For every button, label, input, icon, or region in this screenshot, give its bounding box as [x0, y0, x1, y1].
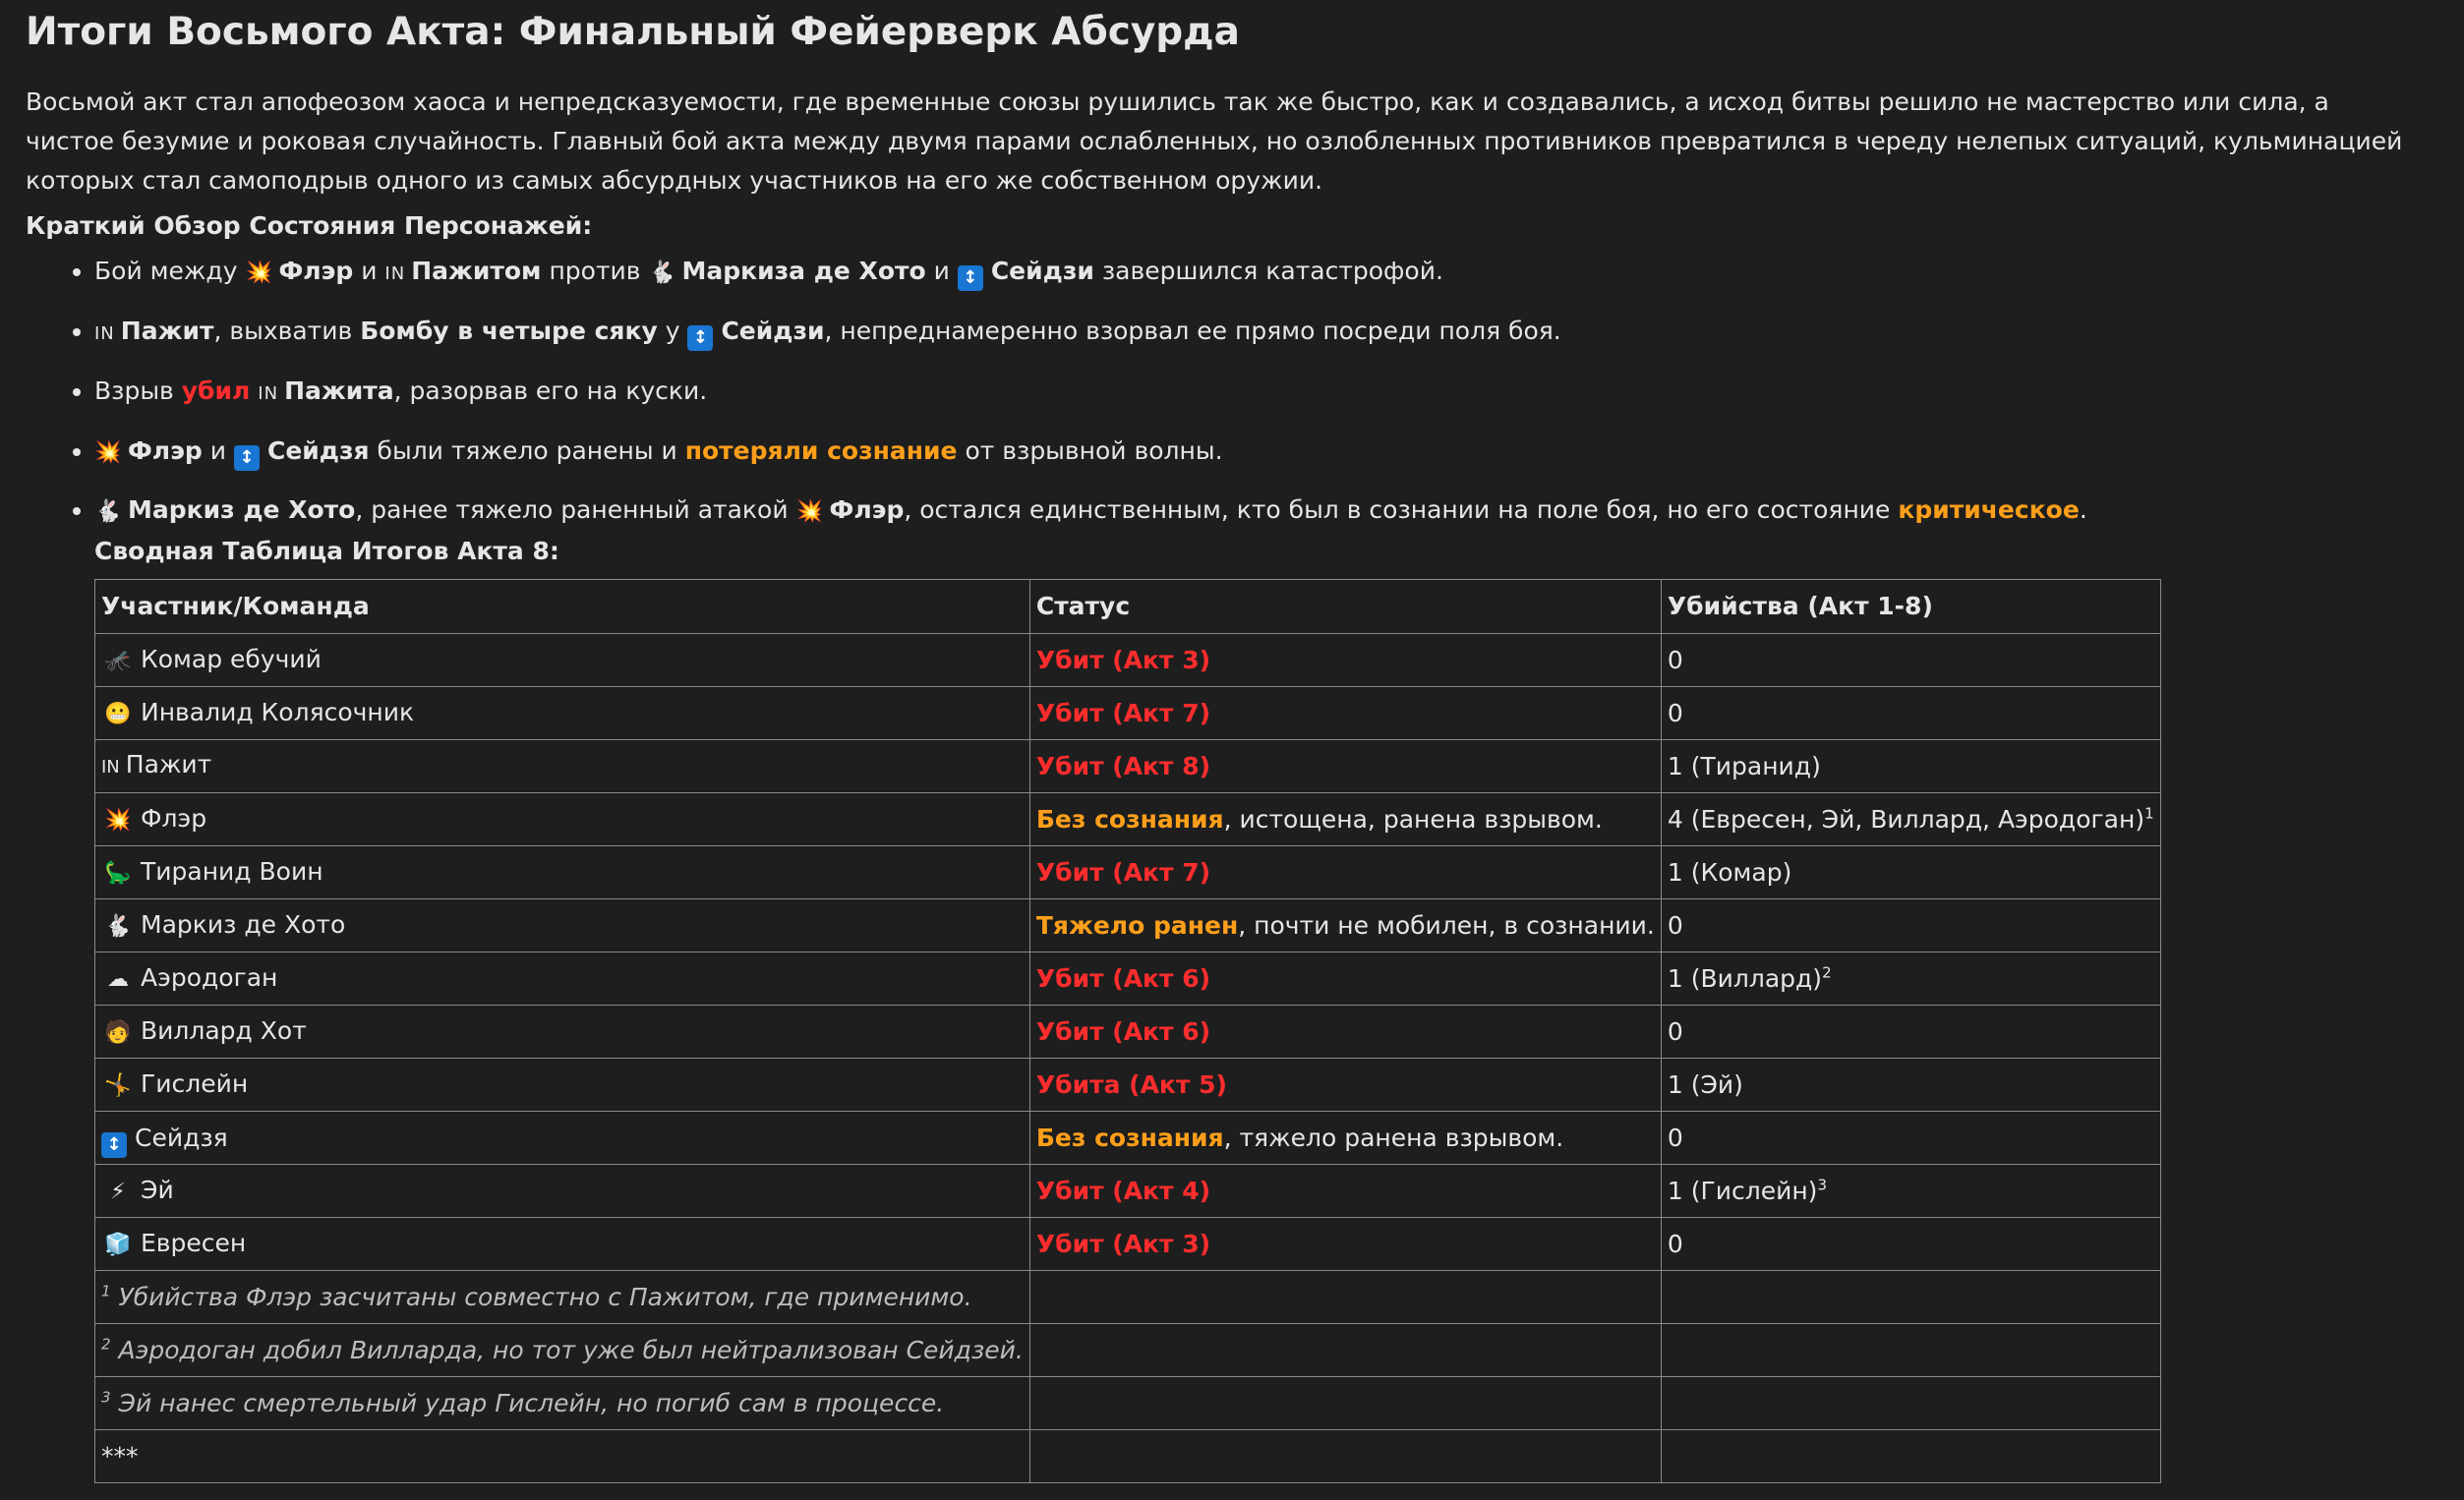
cloud-icon: ☁	[107, 966, 129, 992]
kills-cell	[1661, 1006, 2160, 1059]
text: Взрыв	[94, 376, 174, 405]
name-pazhit: Пажит	[120, 317, 214, 345]
kills-cell	[1661, 687, 2160, 740]
collision-icon: 💥	[795, 499, 824, 524]
table-row	[95, 952, 2161, 1006]
empty-cell	[1661, 1430, 2160, 1483]
footnote-ref: 1	[2144, 804, 2154, 823]
page-title: Итоги Восьмого Акта: Финальный Фейерверк Абсурда	[26, 10, 1240, 54]
kills-value: 0	[1667, 1016, 1683, 1046]
table-row	[95, 740, 2161, 793]
footnote-text: Убийства Флэр засчитаны совместно с Пажитом, где применимо.	[118, 1282, 972, 1311]
status-badge: Убит (Акт 3)	[1035, 1229, 1211, 1258]
participant-cell	[95, 1006, 1030, 1059]
kills-cell	[1661, 899, 2160, 952]
kills-cell	[1661, 846, 2160, 899]
empty-cell	[1661, 1324, 2160, 1377]
status-cell	[1029, 952, 1661, 1006]
text: были тяжело ранены и	[377, 436, 677, 465]
footnote-text: Аэродоган добил Вилларда, но тот уже был нейтрализован Сейдзей.	[118, 1335, 1024, 1364]
status-badge: Убит (Акт 7)	[1035, 857, 1211, 887]
in-icon: IN	[384, 263, 406, 284]
kills-cell	[1661, 1218, 2160, 1271]
separator-cell: ***	[95, 1430, 1030, 1483]
name-pazhit: Пажитом	[411, 257, 542, 285]
participant-name: Тиранид Воин	[141, 856, 323, 886]
status-cell	[1029, 846, 1661, 899]
status-badge: Убит (Акт 8)	[1035, 751, 1211, 780]
participant-name: Маркиз де Хото	[141, 909, 346, 939]
text: завершился катастрофой.	[1101, 257, 1443, 285]
participant-cell	[95, 687, 1030, 740]
text: , остался единственным, кто был в сознании на поле боя, но его состояние	[904, 495, 1891, 524]
table-row	[95, 1006, 2161, 1059]
list-item	[94, 432, 2425, 473]
updown-box-icon: ↕	[234, 445, 260, 471]
in-icon: IN	[258, 383, 279, 404]
status-badge: Тяжело ранен	[1035, 910, 1239, 940]
participant-cell	[95, 952, 1030, 1006]
updown-box-icon: ↕	[101, 1132, 127, 1158]
kills-value: 1 (Комар)	[1667, 857, 1792, 887]
participant-cell	[95, 1218, 1030, 1271]
participant-name: Пажит	[125, 750, 212, 779]
table-row	[95, 793, 2161, 846]
participant-name: Инвалид Колясочник	[141, 697, 415, 726]
rabbit-icon: 🐇	[104, 913, 132, 939]
kills-value: 0	[1667, 645, 1683, 674]
list-item	[94, 372, 2425, 414]
face-icon: 😬	[104, 701, 132, 726]
table-row	[95, 634, 2161, 687]
kills-value: 0	[1667, 1123, 1683, 1152]
empty-cell	[1661, 1377, 2160, 1430]
participant-cell	[95, 1112, 1030, 1165]
column-header: Участник/Команда	[95, 580, 1030, 634]
text: и	[933, 257, 950, 285]
status-badge: Убит (Акт 4)	[1035, 1176, 1211, 1205]
kills-value: 1 (Эй)	[1667, 1069, 1743, 1099]
table-row-note	[95, 1271, 2161, 1324]
ice-cube-icon: 🧊	[104, 1232, 132, 1257]
participant-name: Эй	[141, 1175, 174, 1204]
overview-heading: Краткий Обзор Состояния Персонажей:	[26, 211, 593, 240]
empty-cell	[1029, 1377, 1661, 1430]
empty-cell	[1029, 1430, 1661, 1483]
kills-value: 0	[1667, 1229, 1683, 1258]
participant-name: Гислейн	[141, 1068, 249, 1098]
table-row	[95, 846, 2161, 899]
status-badge: Убит (Акт 3)	[1035, 645, 1211, 674]
updown-box-icon: ↕	[958, 265, 983, 291]
status-cell	[1029, 740, 1661, 793]
name-pazhit: Пажита	[284, 376, 394, 405]
status-cell	[1029, 1059, 1661, 1112]
name-markiz: Маркиза де Хото	[681, 257, 926, 285]
footnote-cell	[95, 1377, 1030, 1430]
status-badge: Убита (Акт 5)	[1035, 1069, 1227, 1099]
kills-cell	[1661, 1165, 2160, 1218]
list-item	[94, 490, 2425, 532]
column-header: Убийства (Акт 1-8)	[1661, 580, 2160, 634]
unconscious-label: потеряли сознание	[684, 436, 958, 465]
status-badge: Убит (Акт 7)	[1035, 698, 1211, 727]
text: , непреднамеренно взорвал ее прямо посреди поля боя.	[824, 317, 1561, 345]
kills-value: 1 (Гислейн)	[1667, 1176, 1818, 1205]
footnote-marker: 1	[101, 1282, 111, 1300]
footnote-marker: 2	[101, 1335, 111, 1354]
intro-paragraph: Восьмой акт стал апофеозом хаоса и непредсказуемости, где временные союзы рушились так же быстро, как и создавались, а исход битвы решило не мастерство или сила, а чистое безумие и роковая случайность. Главный бой акта между двумя парами ослабленных, но озлобленных противников превратился в череду нелепых ситуаций, кульминацией которых стал самоподрыв одного из самых абсурдных участников на его же собственном оружии.	[26, 87, 2403, 195]
status-cell	[1029, 899, 1661, 952]
overview-list	[26, 252, 2425, 532]
participant-cell	[95, 793, 1030, 846]
participant-cell	[95, 1059, 1030, 1112]
participant-name: Флэр	[141, 803, 207, 833]
person-icon: 🧑	[104, 1019, 132, 1045]
participant-name: Аэродоган	[141, 962, 278, 992]
text: от взрывной волны.	[965, 436, 1223, 465]
column-header: Статус	[1029, 580, 1661, 634]
status-detail: , истощена, ранена взрывом.	[1223, 804, 1603, 834]
name-markiz: Маркиз де Хото	[128, 495, 356, 524]
text: , ранее тяжело раненный атакой	[355, 495, 789, 524]
collision-icon: 💥	[94, 440, 122, 465]
name-seidzya: Сейдзя	[266, 436, 370, 465]
participant-cell	[95, 634, 1030, 687]
status-badge: Убит (Акт 6)	[1035, 1016, 1211, 1046]
participant-name: Сейдзя	[135, 1123, 228, 1152]
mosquito-icon: 🦟	[104, 648, 132, 673]
footnote-ref: 3	[1817, 1176, 1827, 1194]
kills-cell	[1661, 740, 2160, 793]
participant-cell	[95, 1165, 1030, 1218]
footnote-cell	[95, 1271, 1030, 1324]
critical-label: критическое	[1898, 495, 2080, 524]
list-item	[94, 312, 2425, 354]
status-badge: Убит (Акт 6)	[1035, 963, 1211, 993]
document	[26, 0, 2425, 1483]
participant-cell	[95, 846, 1030, 899]
killed-label: убил	[181, 376, 251, 405]
table-body	[95, 634, 2161, 1483]
dinosaur-icon: 🦕	[104, 860, 132, 886]
text: у	[665, 317, 680, 345]
table-row	[95, 899, 2161, 952]
updown-box-icon: ↕	[687, 325, 713, 351]
rabbit-icon: 🐇	[94, 499, 122, 524]
status-badge: Без сознания	[1035, 804, 1224, 834]
collision-icon: 💥	[104, 807, 132, 833]
kills-value: 1 (Виллард)	[1667, 963, 1823, 993]
table-row	[95, 687, 2161, 740]
status-cell	[1029, 1006, 1661, 1059]
kills-value: 0	[1667, 698, 1683, 727]
status-cell	[1029, 1165, 1661, 1218]
text: , разорвав его на куски.	[393, 376, 708, 405]
status-detail: , почти не мобилен, в сознании.	[1238, 910, 1655, 940]
participant-name: Комар ебучий	[141, 644, 322, 673]
status-cell	[1029, 1218, 1661, 1271]
participant-name: Виллард Хот	[141, 1015, 307, 1045]
table-title: Сводная Таблица Итогов Акта 8:	[94, 537, 559, 565]
kills-cell	[1661, 1112, 2160, 1165]
footnote-cell	[95, 1324, 1030, 1377]
summary-table	[94, 579, 2161, 1483]
text: Бой между	[94, 257, 238, 285]
status-cell	[1029, 687, 1661, 740]
table-row-note	[95, 1324, 2161, 1377]
text: и	[361, 257, 378, 285]
kills-value: 0	[1667, 910, 1683, 940]
name-flair: Флэр	[278, 257, 354, 285]
table-header-row	[95, 580, 2161, 634]
item-bomb: Бомбу в четыре сяку	[360, 317, 658, 345]
participant-name: Евресен	[141, 1228, 247, 1257]
name-seidzi: Сейдзи	[990, 257, 1094, 285]
table-row	[95, 1218, 2161, 1271]
lightning-icon: ⚡	[110, 1179, 126, 1204]
text: против	[549, 257, 641, 285]
status-detail: , тяжело ранена взрывом.	[1223, 1123, 1564, 1152]
kills-value: 4 (Евресен, Эй, Виллард, Аэродоган)	[1667, 804, 2145, 834]
participant-cell	[95, 899, 1030, 952]
status-cell	[1029, 1112, 1661, 1165]
kills-cell	[1661, 793, 2160, 846]
footnote-ref: 2	[1822, 963, 1832, 982]
in-icon: IN	[94, 323, 115, 344]
footnote-marker: 3	[101, 1388, 111, 1407]
status-cell	[1029, 634, 1661, 687]
empty-cell	[1029, 1271, 1661, 1324]
status-cell	[1029, 793, 1661, 846]
rabbit-icon: 🐇	[648, 260, 676, 285]
name-flair: Флэр	[829, 495, 905, 524]
collision-icon: 💥	[245, 260, 273, 285]
kills-cell	[1661, 1059, 2160, 1112]
empty-cell	[1029, 1324, 1661, 1377]
text: .	[2079, 495, 2087, 524]
footnote-text: Эй нанес смертельный удар Гислейн, но погиб сам в процессе.	[118, 1388, 945, 1417]
table-row	[95, 1112, 2161, 1165]
participant-cell	[95, 740, 1030, 793]
table-row	[95, 1165, 2161, 1218]
name-seidzi: Сейдзи	[721, 317, 825, 345]
in-icon: IN	[101, 757, 120, 778]
empty-cell	[1661, 1271, 2160, 1324]
kills-value: 1 (Тиранид)	[1667, 751, 1821, 780]
text: , выхватив	[213, 317, 353, 345]
acrobat-icon: 🤸	[104, 1072, 132, 1098]
status-badge: Без сознания	[1035, 1123, 1224, 1152]
text: и	[209, 436, 227, 465]
kills-cell	[1661, 952, 2160, 1006]
table-row-last	[95, 1430, 2161, 1483]
table-row	[95, 1059, 2161, 1112]
kills-cell	[1661, 634, 2160, 687]
list-item	[94, 252, 2425, 294]
table-row-note	[95, 1377, 2161, 1430]
name-flair: Флэр	[128, 436, 203, 465]
